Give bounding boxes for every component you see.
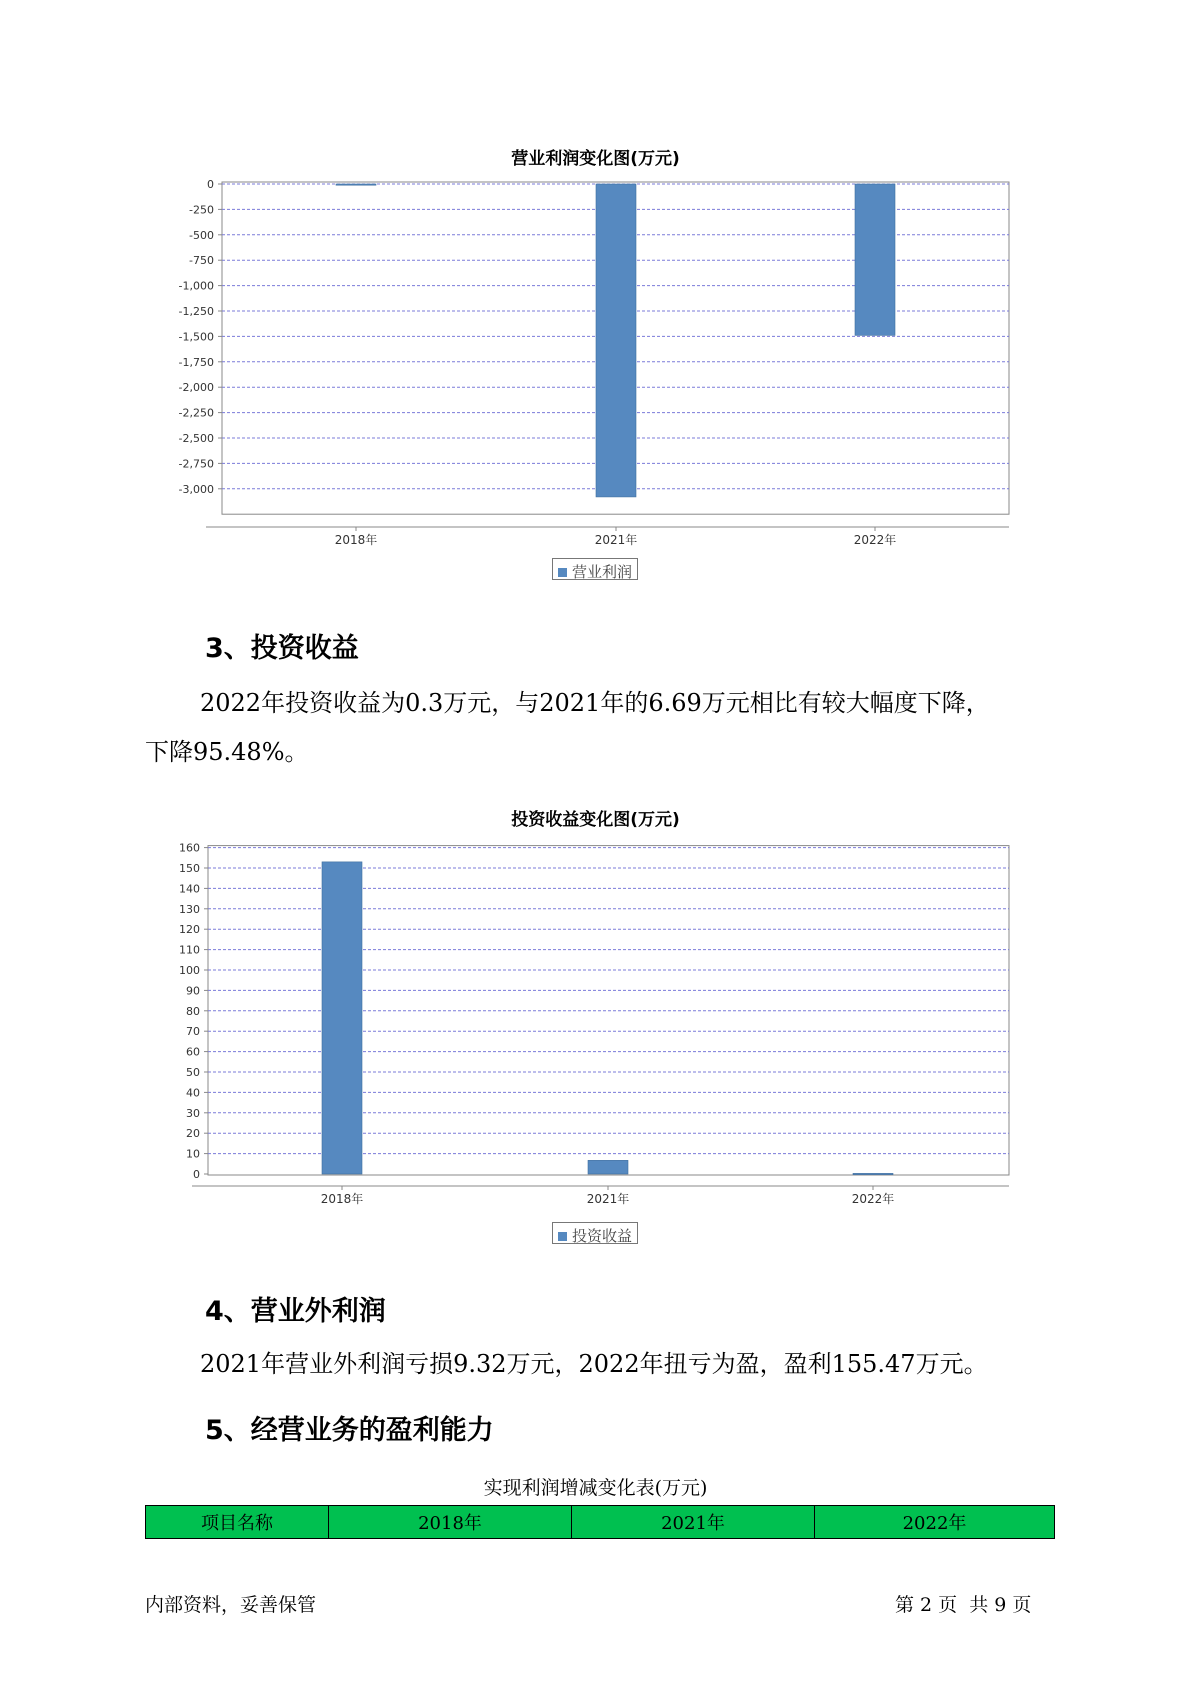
x-tick-label: 2021年: [586, 1192, 630, 1206]
y-tick-label: 100: [179, 964, 200, 977]
chart1-legend-label: 营业利润: [572, 563, 633, 581]
legend-swatch-icon: [558, 1232, 567, 1241]
x-tick-label: 2018年: [334, 533, 378, 547]
section3-paragraph-line2: 下降95.48%。: [145, 738, 309, 766]
y-tick-label: -1,250: [178, 305, 214, 318]
x-tick-label: 2022年: [851, 1192, 895, 1206]
section3-paragraph-line1: 2022年投资收益为0.3万元，与2021年的6.69万元相比有较大幅度下降，: [200, 689, 990, 717]
chart2-title: 投资收益变化图(万元): [511, 810, 680, 830]
y-tick-label: 0: [193, 1168, 200, 1181]
y-tick-label: 30: [186, 1106, 200, 1120]
y-tick-label: 0: [207, 178, 214, 191]
y-tick-label: -2,250: [178, 406, 214, 420]
y-tick-label: 80: [186, 1004, 200, 1018]
y-tick-label: -1,500: [178, 330, 214, 344]
bar: [588, 1160, 628, 1174]
y-tick-label: 120: [179, 923, 200, 937]
section4-paragraph: 2021年营业外利润亏损9.32万元，2022年扭亏为盈，盈利155.47万元。: [200, 1350, 988, 1378]
y-tick-label: 10: [186, 1147, 200, 1161]
chart1-title: 营业利润变化图(万元): [511, 149, 680, 169]
profit-change-table: [145, 1505, 1055, 1539]
section3-heading: 3、投资收益: [205, 633, 359, 664]
table-header-row: [146, 1506, 1055, 1539]
bar: [322, 862, 362, 1174]
x-tick-label: 2022年: [853, 533, 897, 547]
y-tick-label: -2,500: [178, 432, 214, 445]
y-tick-label: -750: [189, 254, 214, 268]
bar: [853, 1173, 893, 1174]
y-tick-label: 20: [186, 1127, 200, 1141]
chart2-legend: [552, 1222, 638, 1244]
chart2-legend-label: 投资收益: [572, 1227, 633, 1245]
y-tick-label: 90: [186, 984, 200, 998]
y-tick-label: 40: [186, 1086, 200, 1100]
x-tick-label: 2018年: [320, 1192, 364, 1206]
y-tick-label: -250: [189, 203, 214, 217]
section4-heading: 4、营业外利润: [205, 1296, 386, 1327]
y-tick-label: -1,000: [178, 279, 214, 293]
y-tick-label: -1,750: [178, 355, 214, 369]
footer-page-number: 第 2 页 共 9 页: [895, 1594, 1032, 1616]
y-tick-label: -2,750: [178, 457, 214, 471]
x-tick-label: 2021年: [594, 533, 638, 547]
table-header-cell: 2018年: [329, 1506, 572, 1539]
table-header-cell: 2022年: [815, 1506, 1055, 1539]
section5-heading: 5、经营业务的盈利能力: [205, 1415, 494, 1446]
y-tick-label: 60: [186, 1045, 200, 1059]
y-tick-label: 150: [179, 862, 200, 875]
y-tick-label: 50: [186, 1066, 200, 1079]
table-header-cell: 2021年: [572, 1506, 815, 1539]
y-tick-label: 130: [179, 902, 200, 916]
y-tick-label: 160: [179, 841, 200, 855]
y-tick-label: -2,000: [178, 381, 214, 395]
y-tick-label: 70: [186, 1025, 200, 1039]
y-tick-label: 110: [179, 943, 200, 957]
table-caption: 实现利润增减变化表(万元): [483, 1477, 708, 1499]
y-tick-label: -3,000: [178, 482, 214, 496]
y-tick-label: 140: [179, 882, 200, 896]
footer-confidential-note: 内部资料，妥善保管: [145, 1594, 317, 1616]
y-tick-label: -500: [189, 228, 214, 242]
table-header-cell: 项目名称: [146, 1506, 329, 1539]
